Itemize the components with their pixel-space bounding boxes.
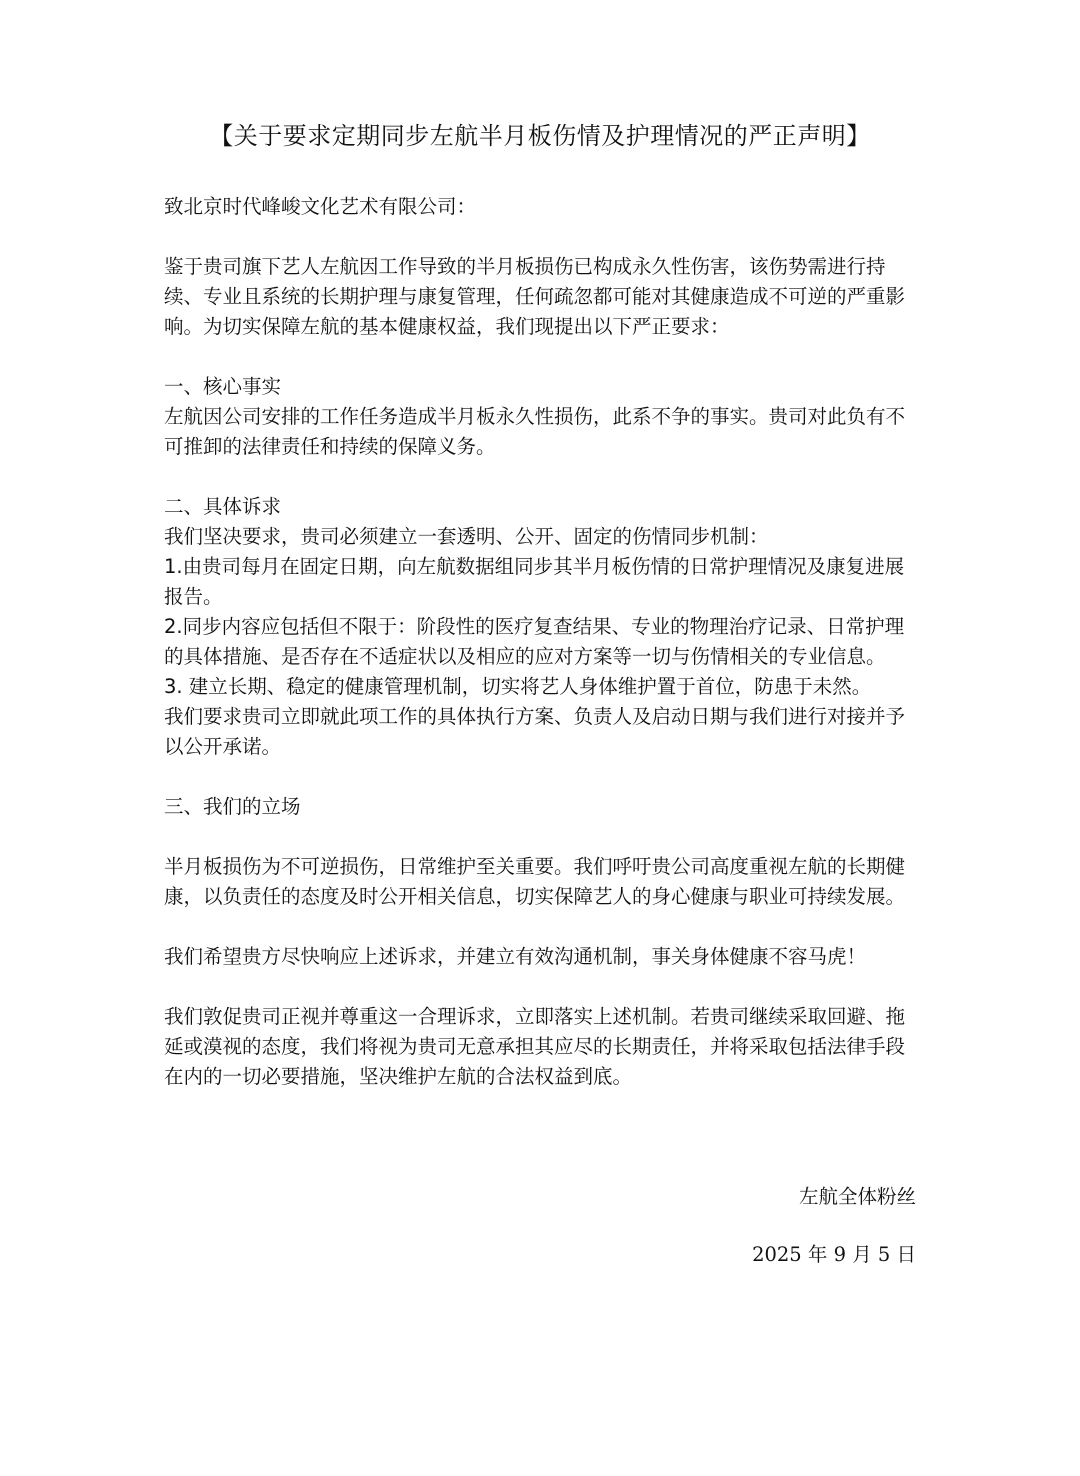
document-body: [164, 192, 920, 1092]
section3-paragraph-3: 我们敦促贵司正视并尊重这一合理诉求，立即落实上述机制。若贵司继续采取回避、拖延或漠视的态度，我们将视为贵司无意承担其应尽的长期责任，并将采取包括法律手段在内的一切必要措施，坚决维护左航的合法权益到底。: [164, 1005, 906, 1088]
section2-item-1: 1.由贵司每月在固定日期，向左航数据组同步其半月板伤情的日常护理情况及康复进展报告。: [164, 555, 905, 608]
section1-heading: 一、核心事实: [164, 375, 282, 398]
section3-paragraph-2: 我们希望贵方尽快响应上述诉求，并建立有效沟通机制，事关身体健康不容马虎！: [164, 945, 867, 968]
document-title: 【关于要求定期同步左航半月板伤情及护理情况的严正声明】: [209, 122, 871, 150]
signature: 左航全体粉丝: [798, 1185, 916, 1208]
date-line: 2025 年 9 月 5 日: [752, 1243, 916, 1266]
section3-paragraph-1: 半月板损伤为不可逆损伤，日常维护至关重要。我们呼吁贵公司高度重视左航的长期健康，以负责任的态度及时公开相关信息，切实保障艺人的身心健康与职业可持续发展。: [164, 855, 906, 908]
section2-lead: 我们坚决要求，贵司必须建立一套透明、公开、固定的伤情同步机制：: [164, 525, 769, 548]
section2-item-2: 2.同步内容应包括但不限于：阶段性的医疗复查结果、专业的物理治疗记录、日常护理的具体措施、是否存在不适症状以及相应的应对方案等一切与伤情相关的专业信息。: [164, 615, 905, 668]
section2-heading: 二、具体诉求: [164, 495, 282, 518]
section2-closing: 我们要求贵司立即就此项工作的具体执行方案、负责人及启动日期与我们进行对接并予以公开承诺。: [164, 705, 906, 758]
section1-text: 左航因公司安排的工作任务造成半月板永久性损伤，此系不争的事实。贵司对此负有不可推卸的法律责任和持续的保障义务。: [164, 405, 906, 458]
intro-paragraph: 鉴于贵司旗下艺人左航因工作导致的半月板损伤已构成永久性伤害，该伤势需进行持续、专业且系统的长期护理与康复管理，任何疏忽都可能对其健康造成不可逆的严重影响。为切实保障左航的基本健康权益，我们现提出以下严正要求：: [164, 255, 906, 338]
section2-item-3: 3. 建立长期、稳定的健康管理机制，切实将艺人身体维护置于首位，防患于未然。: [164, 675, 872, 698]
greeting-line: 致北京时代峰峻文化艺术有限公司：: [164, 195, 477, 218]
section3-heading: 三、我们的立场: [164, 795, 301, 818]
